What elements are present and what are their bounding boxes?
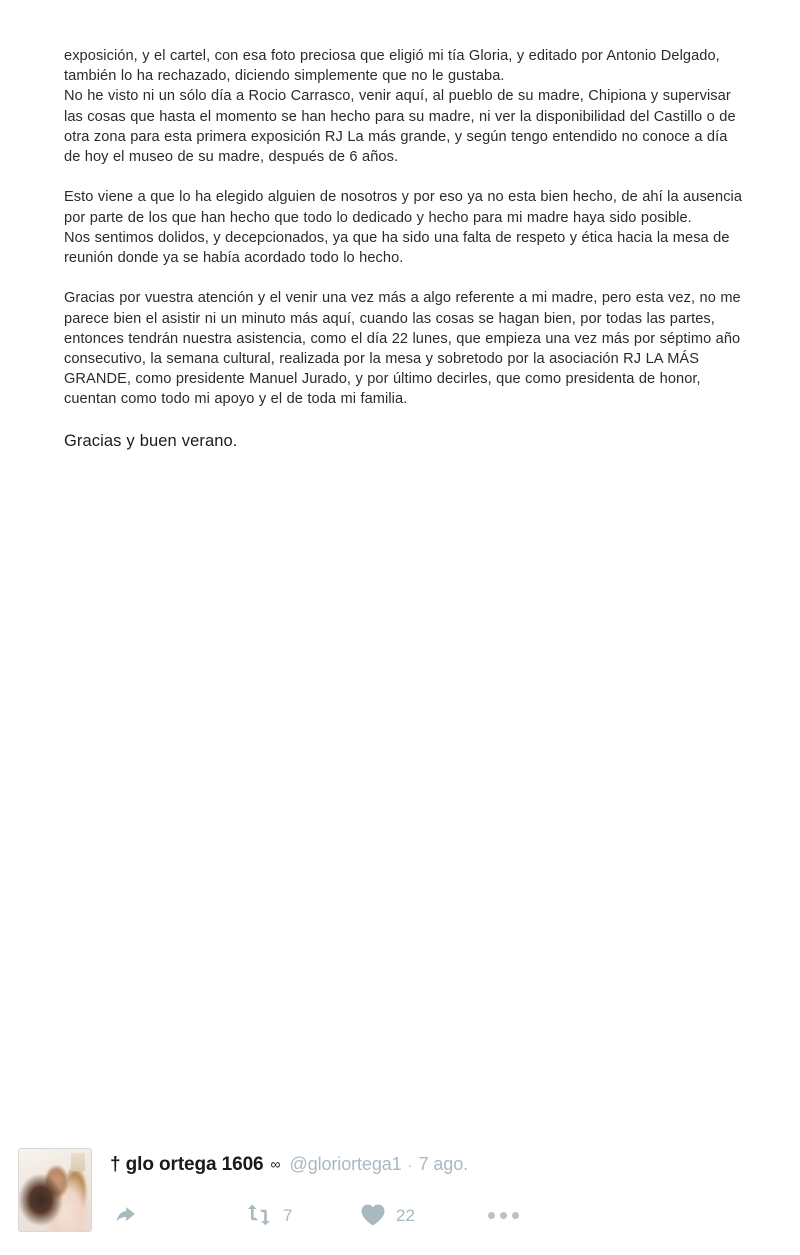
heart-icon	[360, 1203, 386, 1227]
tweet-paragraph-2: Esto viene a que lo ha elegido alguien de nosotros y por eso ya no esta bien hecho, de ahí la ausencia por parte de los que han hecho que todo lo dedicado y hecho para mi madre haya sido posible. Nos sentimos dolidos, y decepcionados, ya que ha sido una falta de respeto y ética hacia la mesa de reunión donde ya se había acordado todo lo hecho.	[64, 189, 743, 267]
like-count: 22	[396, 1205, 415, 1225]
like-button[interactable]	[360, 1198, 415, 1232]
infinity-symbol-icon: ∞	[270, 1156, 281, 1172]
tweet-paragraph-1: exposición, y el cartel, con esa foto preciosa que eligió mi tía Gloria, y editado por Antonio Delgado, también lo ha rechazado, diciendo simplemente que no le gustaba. No he visto ni un sólo día a Rocio Carrasco, venir aquí, al pueblo de su madre, Chipiona y supervisar las cosas que hasta el momento se han hecho para su madre, ni ver la disponibilidad del Castillo o de otra zona para esta primera exposición RJ La más grande, y según tengo entendido no conoce a día de hoy el museo de su madre, después de 6 años.	[64, 48, 736, 166]
tweet-action-bar	[110, 1198, 540, 1232]
retweet-count: 7	[283, 1205, 293, 1225]
tweet-paragraph-3: Gracias por vuestra atención y el venir una vez más a algo referente a mi madre, pero esta vez, no me parece bien el asistir ni un minuto más aquí, cuando las cosas se hagan bien, por todas las partes, entonces tendrán nuestra asistencia, como el día 22 lunes, que empieza una vez más por séptimo año consecutivo, la semana cultural, realizada por la mesa y sobretodo por la asociación RJ LA MÁS GRANDE, como presidente Manuel Jurado, y por último decirles, que como presidenta de honor, cuentan como todo mi apoyo y el de toda mi familia.	[64, 290, 741, 408]
avatar-photo-highlight	[71, 1153, 85, 1171]
more-options-button[interactable]	[488, 1198, 529, 1232]
tweet-timestamp[interactable]: 7 ago.	[418, 1154, 469, 1174]
tweet-text-body	[64, 46, 746, 452]
author-handle[interactable]: @gloriortega1	[289, 1154, 402, 1174]
meta-separator: ·	[407, 1157, 413, 1174]
more-dots-icon	[488, 1212, 519, 1219]
retweet-button[interactable]	[245, 1198, 292, 1232]
avatar[interactable]	[18, 1148, 92, 1232]
tweet-closing-line: Gracias y buen verano.	[64, 431, 238, 450]
tweet-footer	[0, 1140, 800, 1255]
tweet-meta	[110, 1154, 468, 1176]
retweet-icon	[245, 1204, 273, 1226]
reply-icon	[116, 1204, 142, 1226]
author-display-name[interactable]: † glo ortega 1606	[110, 1154, 264, 1175]
reply-button[interactable]	[116, 1198, 152, 1232]
